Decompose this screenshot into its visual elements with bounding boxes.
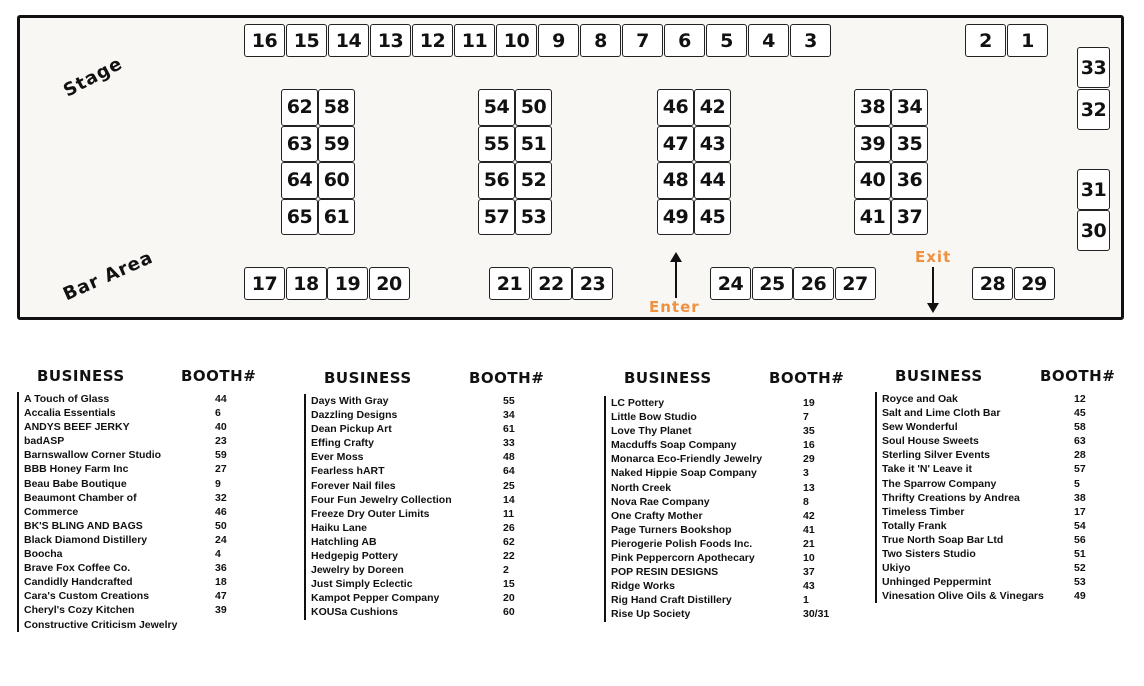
vendor-list: [304, 394, 452, 620]
vendor-list: [604, 396, 762, 622]
booth-number: 62: [503, 535, 515, 548]
vendor-name: Rig Hand Craft Distillery: [611, 594, 732, 607]
exit-label: Exit: [915, 248, 952, 266]
booth-number: 21: [803, 537, 815, 550]
vendor-name: Jewelry by Doreen: [311, 564, 404, 577]
vendor-name: Unhinged Peppermint: [882, 576, 992, 589]
booth: 25: [752, 267, 793, 300]
vendor-name: Salt and Lime Cloth Bar: [882, 407, 1001, 420]
booth: 38: [854, 89, 891, 126]
vendor-name: Totally Frank: [882, 519, 947, 532]
booth-number: 48: [503, 451, 515, 464]
vendor-name: Dazzling Designs: [311, 409, 398, 422]
booth: 52: [515, 162, 552, 199]
booth: 1: [1007, 24, 1048, 57]
vendor-name: A Touch of Glass: [24, 393, 110, 405]
booth: 59: [318, 126, 355, 163]
booth-number: 8: [803, 495, 809, 508]
booth-number: 29: [803, 453, 815, 466]
booth: 49: [657, 199, 694, 236]
vendor-name: Beaumont Chamber of: [24, 491, 137, 504]
vendor-name: Four Fun Jewelry Collection: [311, 493, 452, 506]
booth-number: 12: [1074, 393, 1086, 405]
vendor-name: BK'S BLING AND BAGS: [24, 519, 143, 532]
booth: 57: [478, 199, 515, 236]
booth-number: 16: [803, 439, 815, 452]
booth: 4: [748, 24, 789, 57]
enter-arrow-icon: [669, 252, 683, 298]
vendor-name: Sterling Silver Events: [882, 449, 990, 462]
vendor-name: Accalia Essentials: [24, 407, 116, 420]
vendor-name: Effing Crafty: [311, 437, 374, 450]
booth-number: 50: [215, 519, 227, 532]
vendor-name: Kampot Pepper Company: [311, 592, 440, 605]
booth: 47: [657, 126, 694, 163]
booth: 26: [793, 267, 834, 300]
booth-number: 14: [503, 493, 515, 506]
business-header: BUSINESS: [624, 369, 712, 387]
booth: 37: [891, 199, 928, 236]
booth: 42: [694, 89, 731, 126]
booth-number: 17: [1074, 505, 1086, 518]
vendor-name: Candidly Handcrafted: [24, 576, 133, 589]
booth: 40: [854, 162, 891, 199]
vendor-name: Commerce: [24, 505, 79, 518]
booth-number: 55: [503, 395, 515, 407]
booth: 16: [244, 24, 285, 57]
floor-plan: [17, 15, 1124, 320]
booth: 46: [657, 89, 694, 126]
vendor-name: Hatchling AB: [311, 535, 377, 548]
vendor-name: ANDYS BEEF JERKY: [24, 421, 130, 434]
booth-number: 34: [503, 409, 515, 422]
booth: 32: [1077, 89, 1110, 130]
booth: 7: [622, 24, 663, 57]
vendor-name: Ever Moss: [311, 451, 364, 464]
booth: 13: [370, 24, 411, 57]
enter-label: Enter: [649, 298, 700, 316]
booth: 51: [515, 126, 552, 163]
booth: 64: [281, 162, 318, 199]
booth: 29: [1014, 267, 1055, 300]
vendor-name: Ridge Works: [611, 580, 675, 593]
vendor-name: Timeless Timber: [882, 505, 965, 518]
booth-number: 60: [503, 606, 515, 619]
vendor-name: POP RESIN DESIGNS: [611, 566, 719, 579]
booth: 53: [515, 199, 552, 236]
booth: 36: [891, 162, 928, 199]
vendor-name: Sew Wonderful: [882, 421, 958, 434]
booth: 44: [694, 162, 731, 199]
vendor-name: Vinesation Olive Oils & Vinegars: [882, 590, 1044, 603]
booth: 65: [281, 199, 318, 236]
booth-number: 22: [503, 550, 515, 563]
vendor-name: Royce and Oak: [882, 393, 958, 405]
booth-number: 23: [215, 435, 227, 448]
booth-number: 56: [1074, 533, 1086, 546]
booth-number: 41: [803, 523, 815, 536]
vendor-name: Fearless hART: [311, 465, 385, 478]
booth-number: 20: [503, 592, 515, 605]
vendor-list: [875, 392, 1044, 603]
booth-number: 47: [215, 590, 227, 603]
vendor-name: Naked Hippie Soap Company: [611, 467, 757, 480]
booth-number: 1: [803, 594, 809, 607]
booth: 20: [369, 267, 410, 300]
booth-number-list: [503, 394, 515, 620]
vendor-name: Freeze Dry Outer Limits: [311, 507, 430, 520]
booth-number: 11: [503, 507, 515, 520]
vendor-name: Haiku Lane: [311, 521, 368, 534]
vendor-name: Constructive Criticism Jewelry: [24, 618, 178, 631]
booth-number: 28: [1074, 449, 1086, 462]
booth: 17: [244, 267, 285, 300]
booth: 63: [281, 126, 318, 163]
vendor-name: Days With Gray: [311, 395, 389, 407]
vendor-name: Macduffs Soap Company: [611, 439, 737, 452]
booth-number: 2: [503, 564, 509, 577]
booth-number: 39: [215, 604, 227, 617]
booth: 60: [318, 162, 355, 199]
booth-number: 42: [803, 509, 815, 522]
booth-number: 44: [215, 393, 227, 405]
booth: 14: [328, 24, 369, 57]
vendor-name: The Sparrow Company: [882, 477, 997, 490]
booth-number: 64: [503, 465, 515, 478]
booth-number: 13: [803, 481, 815, 494]
booth-number: 36: [215, 562, 227, 575]
booth: 56: [478, 162, 515, 199]
booth-header: BOOTH#: [469, 369, 545, 387]
vendor-name: Dean Pickup Art: [311, 423, 392, 436]
booth-number: 43: [803, 580, 815, 593]
booth-number: 4: [215, 548, 221, 561]
booth-header: BOOTH#: [769, 369, 845, 387]
booth-number: 61: [503, 423, 515, 436]
vendor-name: Thrifty Creations by Andrea: [882, 491, 1020, 504]
booth: 12: [412, 24, 453, 57]
vendor-name: Nova Rae Company: [611, 495, 710, 508]
booth-number: 54: [1074, 519, 1086, 532]
booth: 55: [478, 126, 515, 163]
booth: 24: [710, 267, 751, 300]
booth-number: 3: [803, 467, 809, 480]
booth-number: 57: [1074, 463, 1086, 476]
booth: 22: [531, 267, 572, 300]
vendor-name: Monarca Eco-Friendly Jewelry: [611, 453, 763, 466]
booth: 48: [657, 162, 694, 199]
booth: 61: [318, 199, 355, 236]
booth-header: BOOTH#: [181, 367, 257, 385]
vendor-name: Beau Babe Boutique: [24, 477, 127, 490]
booth-number: 49: [1074, 590, 1086, 603]
vendor-name: KOUSa Cushions: [311, 606, 398, 619]
booth-number-list: [215, 392, 227, 618]
vendor-name: Cara's Custom Creations: [24, 590, 150, 603]
vendor-name: Boocha: [24, 548, 63, 561]
booth: 21: [489, 267, 530, 300]
booth-number: 6: [215, 407, 221, 420]
booth-number: 10: [803, 552, 815, 565]
booth-number: 40: [215, 421, 227, 434]
vendor-name: Barnswallow Corner Studio: [24, 449, 162, 462]
booth-number: 63: [1074, 435, 1086, 448]
booth: 3: [790, 24, 831, 57]
vendor-name: Little Bow Studio: [611, 411, 697, 424]
vendor-name: BBB Honey Farm Inc: [24, 463, 129, 476]
vendor-name: LC Pottery: [611, 397, 665, 409]
booth: 62: [281, 89, 318, 126]
vendor-name: Pierogerie Polish Foods Inc.: [611, 537, 753, 550]
booth: 27: [835, 267, 876, 300]
vendor-name: True North Soap Bar Ltd: [882, 533, 1004, 546]
vendor-name: Just Simply Eclectic: [311, 578, 413, 591]
booth-number: 19: [803, 397, 815, 409]
booth: 35: [891, 126, 928, 163]
business-header: BUSINESS: [895, 367, 983, 385]
booth: 9: [538, 24, 579, 57]
booth-number: 27: [215, 463, 227, 476]
booth-number: 18: [215, 576, 227, 589]
booth: 34: [891, 89, 928, 126]
exit-arrow-icon: [926, 267, 940, 313]
vendor-name: Soul House Sweets: [882, 435, 979, 448]
vendor-name: Brave Fox Coffee Co.: [24, 562, 131, 575]
booth: 11: [454, 24, 495, 57]
vendor-name: Love Thy Planet: [611, 425, 692, 438]
booth-number-list: [803, 396, 829, 622]
vendor-name: Take it 'N' Leave it: [882, 463, 972, 476]
booth-number: 5: [1074, 477, 1080, 490]
booth: 28: [972, 267, 1013, 300]
booth: 43: [694, 126, 731, 163]
booth-number-list: [1074, 392, 1086, 603]
booth-number: 59: [215, 449, 227, 462]
vendor-name: Rise Up Society: [611, 608, 691, 621]
booth: 18: [286, 267, 327, 300]
bar-area-label: Bar Area: [60, 246, 157, 306]
booth-header: BOOTH#: [1040, 367, 1116, 385]
booth-number: 37: [803, 566, 815, 579]
booth: 8: [580, 24, 621, 57]
booth-number: 35: [803, 425, 815, 438]
booth-number: 25: [503, 479, 515, 492]
vendor-name: One Crafty Mother: [611, 509, 703, 522]
booth-number: 26: [503, 521, 515, 534]
booth: 45: [694, 199, 731, 236]
business-header: BUSINESS: [37, 367, 125, 385]
booth: 54: [478, 89, 515, 126]
booth: 6: [664, 24, 705, 57]
booth-number: 24: [215, 533, 227, 546]
booth-number: 52: [1074, 562, 1086, 575]
booth-number: 9: [215, 477, 221, 490]
business-header: BUSINESS: [324, 369, 412, 387]
booth: 5: [706, 24, 747, 57]
booth: 30: [1077, 210, 1110, 251]
booth-number: 7: [803, 411, 809, 424]
booth: 39: [854, 126, 891, 163]
vendor-name: badASP: [24, 435, 65, 448]
booth-number: 53: [1074, 576, 1086, 589]
vendor-name: Pink Peppercorn Apothecary: [611, 552, 755, 565]
booth-number: 58: [1074, 421, 1086, 434]
booth: 19: [327, 267, 368, 300]
booth: 41: [854, 199, 891, 236]
booth-number: 32: [215, 491, 227, 504]
vendor-name: Forever Nail files: [311, 479, 396, 492]
vendor-name: Black Diamond Distillery: [24, 533, 148, 546]
vendor-name: Two Sisters Studio: [882, 548, 976, 561]
booth-number: 45: [1074, 407, 1086, 420]
booth-number: 33: [503, 437, 515, 450]
vendor-name: Page Turners Bookshop: [611, 523, 732, 536]
booth: 31: [1077, 169, 1110, 210]
vendor-list: [17, 392, 177, 632]
vendor-name: Hedgepig Pottery: [311, 550, 398, 563]
booth-number: 46: [215, 505, 227, 518]
vendor-name: Cheryl's Cozy Kitchen: [24, 604, 135, 617]
booth: 33: [1077, 47, 1110, 88]
booth-number: 15: [503, 578, 515, 591]
booth: 2: [965, 24, 1006, 57]
booth-number: 51: [1074, 548, 1086, 561]
vendor-name: North Creek: [611, 481, 672, 494]
booth: 50: [515, 89, 552, 126]
booth-number: 30/31: [803, 608, 830, 621]
booth-number: 38: [1074, 491, 1086, 504]
booth: 10: [496, 24, 537, 57]
booth: 23: [572, 267, 613, 300]
booth: 15: [286, 24, 327, 57]
stage-label: Stage: [60, 53, 127, 102]
booth: 58: [318, 89, 355, 126]
vendor-name: Ukiyo: [882, 562, 911, 575]
